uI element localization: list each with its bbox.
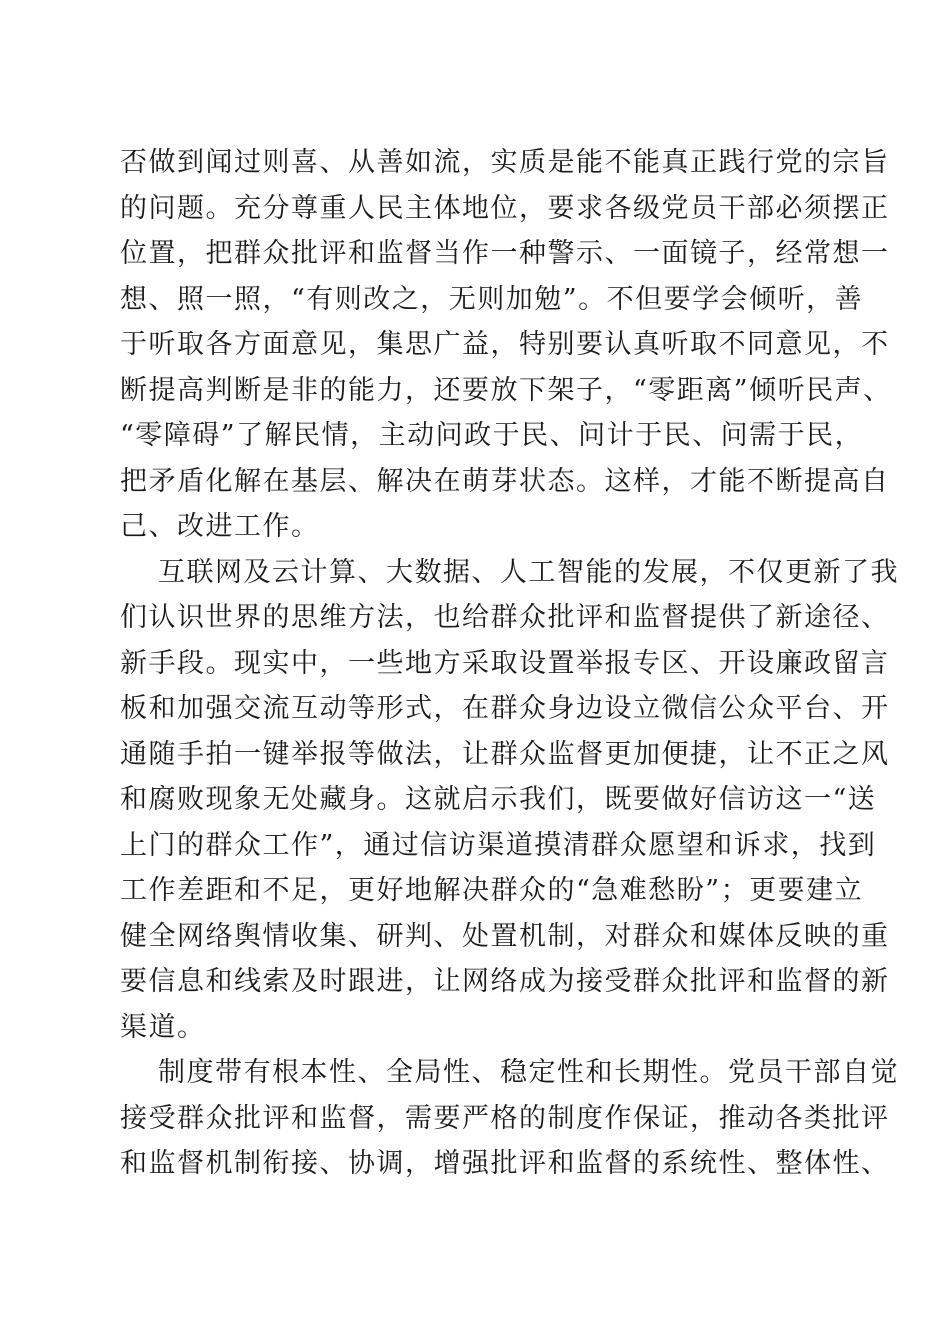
text-line: 渠道。 — [120, 1012, 206, 1043]
text-line: 和腐败现象无处藏身。这就启示我们，既要做好信访这一“送 — [120, 784, 877, 815]
text-line: 通随手拍一键举报等做法，让群众监督更加便捷，让不正之风 — [120, 739, 890, 770]
text-line: 上门的群众工作”，通过信访渠道摸清群众愿望和诉求，找到 — [120, 830, 877, 861]
text-line: 断提高判断是非的能力，还要放下架子，“零距离”倾听民声、 — [120, 375, 892, 406]
text-line: 健全网络舆情收集、研判、处置机制，对群众和媒体反映的重 — [120, 921, 890, 952]
text-line: 于听取各方面意见，集思广益，特别要认真听取不同意见，不 — [120, 329, 890, 360]
text-line: 板和加强交流互动等形式，在群众身边设立微信公众平台、开 — [120, 693, 890, 724]
paragraph-first-line: 制度带有根本性、全局性、稳定性和长期性。党员干部自觉 — [158, 1057, 899, 1088]
text-line: 己、改进工作。 — [120, 511, 320, 542]
text-line: 把矛盾化解在基层、解决在萌芽状态。这样，才能不断提高自 — [120, 466, 890, 497]
text-line: 新手段。现实中，一些地方采取设置举报专区、开设廉政留言 — [120, 648, 890, 679]
text-line: 接受群众批评和监督，需要严格的制度作保证，推动各类批评 — [120, 1103, 890, 1134]
text-line: 位置，把群众批评和监督当作一种警示、一面镜子，经常想一 — [120, 238, 890, 269]
text-line: 和监督机制衔接、协调，增强批评和监督的系统性、整体性、 — [120, 1148, 890, 1179]
text-line: 们认识世界的思维方法，也给群众批评和监督提供了新途径、 — [120, 602, 890, 633]
text-line: 的问题。充分尊重人民主体地位，要求各级党员干部必须摆正 — [120, 193, 890, 224]
text-line: 否做到闻过则喜、从善如流，实质是能不能真正践行党的宗旨 — [120, 147, 890, 178]
text-line: 要信息和线索及时跟进，让网络成为接受群众批评和监督的新 — [120, 966, 890, 997]
text-line: “零障碍”了解民情，主动问政于民、问计于民、问需于民， — [120, 420, 864, 451]
text-line: 想、照一照，“有则改之，无则加勉”。不但要学会倾听，善 — [120, 284, 864, 315]
paragraph-first-line: 互联网及云计算、大数据、人工智能的发展，不仅更新了我 — [158, 557, 899, 588]
text-line: 工作差距和不足，更好地解决群众的“急难愁盼”；更要建立 — [120, 875, 864, 906]
